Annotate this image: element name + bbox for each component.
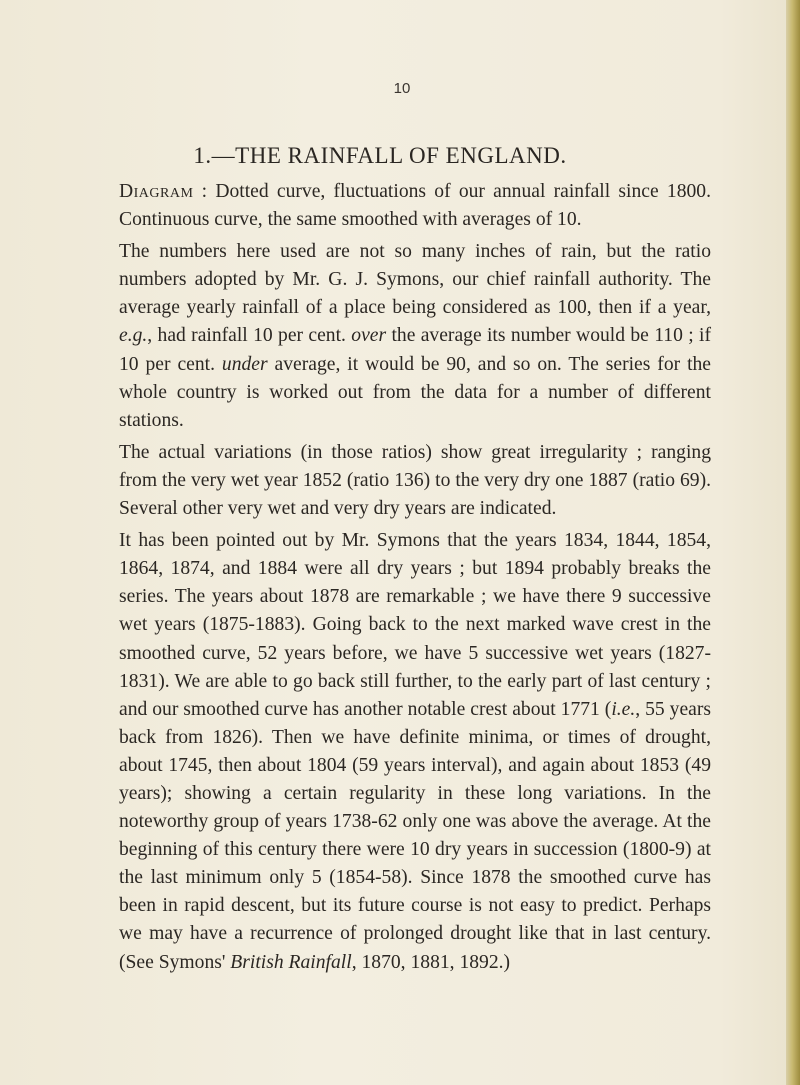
text-run: , 1870, 1881, 1892.) bbox=[351, 951, 511, 973]
text-run: the average its number would be 110 ; if 10 per cent. bbox=[119, 325, 711, 375]
paragraph-ratio bbox=[119, 238, 711, 435]
diagram-label: Diagram bbox=[119, 181, 194, 202]
italic-run: i.e. bbox=[611, 698, 636, 720]
paragraph-cycles bbox=[119, 527, 711, 977]
italic-run: over bbox=[351, 325, 387, 347]
paragraph-variations bbox=[119, 439, 711, 523]
book-title: British Rainfall bbox=[230, 951, 352, 973]
italic-run: under bbox=[221, 353, 268, 375]
paragraph-diagram bbox=[119, 178, 711, 234]
text-run: , 55 years back from 1826). Then we have definite minima, or times of drought, about 1745, then about 1804 (59 years interval), and again about 1853 (49 years); showing a certain regularity in these long variations. In the noteworthy group of years 1738-62 only one was above the average. At the beginning of this century there were 10 dry years in succession (1800-9) at the last minimum only 5 (1854-58). Since 1878 the smoothed curve has been in rapid descent, but its future course is not easy to predict. Perhaps we may have a recurrence of prolonged drought like that in last century. (See Symons' bbox=[119, 698, 711, 973]
body-text bbox=[119, 178, 711, 981]
text-run: average, it would be 90, and so on. The series for the whole country is worked out from the data for a number of different stations. bbox=[119, 353, 712, 431]
text-run: The actual variations (in those ratios) show great irregularity ; ranging from the very wet year 1852 (ratio 136) to the very dry one 1887 (ratio 69). Several other very wet and very dry years are indicated. bbox=[119, 441, 711, 520]
text-run: The numbers here used are not so many inches of rain, but the ratio numbers adopted by Mr. G. J. Symons, our chief rainfall authority. The average yearly rainfall of a place being considered as 100, then if a year, bbox=[119, 241, 711, 319]
italic-run: e.g. bbox=[119, 325, 148, 347]
section-heading: 1.—THE RAINFALL OF ENGLAND. bbox=[193, 143, 567, 168]
text-run: It has been pointed out by Mr. Symons that the years 1834, 1844, 1854, 1864, 1874, and 1884 were all dry years ; but 1894 probably breaks the series. The years about 1878 are remarkable ; we have there 9 successive wet years (1875-1883). Going back to the next marked wave crest in the smoothed curve, 52 years before, we have 5 successive wet years (1827-1831). We are able to go back still further, to the early part of last century ; and our smoothed curve has another notable crest about 1771 ( bbox=[119, 530, 711, 720]
diagram-caption: : Dotted curve, fluctuations of our annual rainfall since 1800. Continuous curve, the same smoothed with averages of 10. bbox=[119, 181, 711, 231]
text-run: , had rainfall 10 per cent. bbox=[147, 325, 352, 347]
page-number: 10 bbox=[393, 80, 411, 97]
page-edge bbox=[786, 0, 800, 1085]
